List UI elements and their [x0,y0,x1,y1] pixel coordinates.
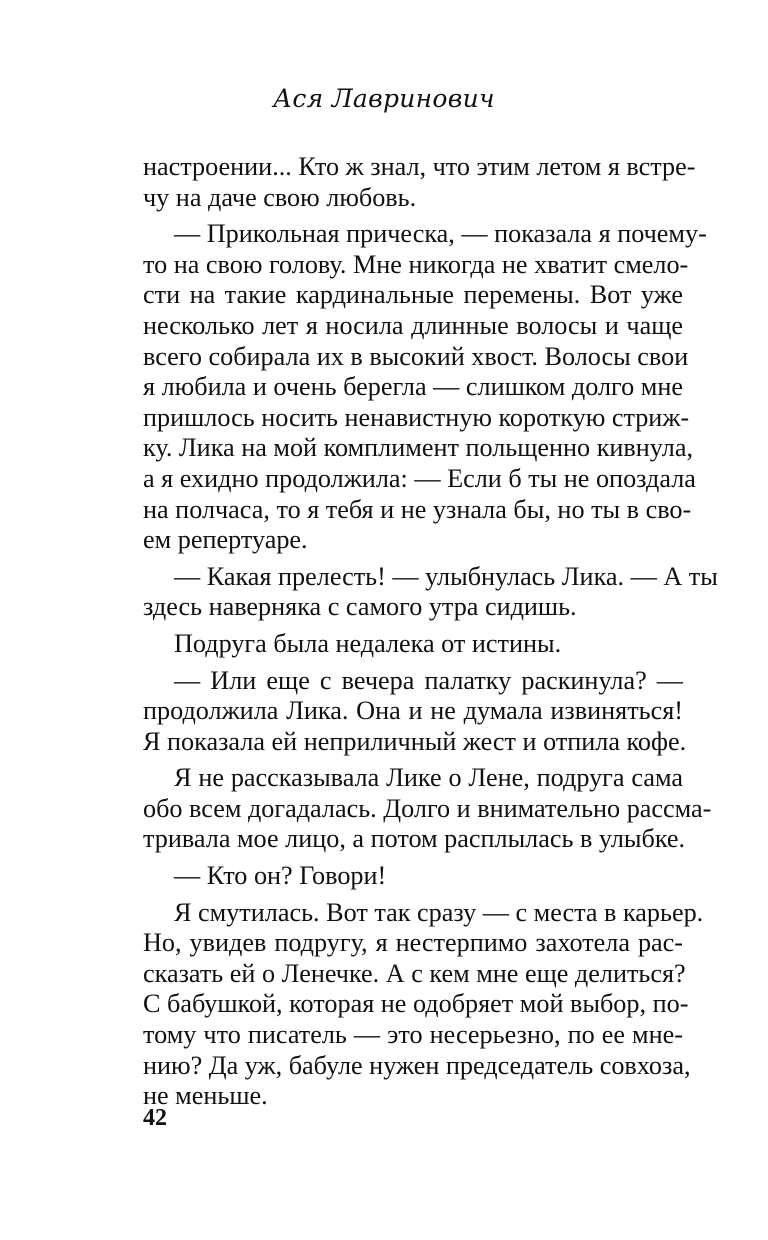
text-line: ем репертуаре. [143,525,308,555]
text-line: настроении... Кто ж знал, что этим летом я встре- [143,152,696,181]
text-line: — Прикольная прическа, — показала я почему- [174,219,707,249]
text-line: пришлось носить ненавистную короткую стриж- [143,402,690,432]
text-line: то на свою голову. Мне никогда не хватит смело- [143,249,689,279]
text-line: Но, увидев подругу, я нестерпимо захотела рас- [143,928,683,958]
text-line: — Кто он? Говори! [174,861,387,891]
running-head-author: Ася Лавринович [273,84,495,113]
text-line: тривала мое лицо, а потом расплылась в улыбке. [143,824,686,854]
text-line: С бабушкой, которая не одобряет мой выбор, по- [143,989,689,1019]
text-line: несколько лет я носила длинные волосы и чаще [143,310,683,340]
text-line: Я не рассказывала Лике о Лене, подруга сама [174,763,683,793]
text-line: чу на даче свою любовь. [143,182,417,212]
text-line: обо всем догадалась. Долго и внимательно рассма- [143,793,712,823]
text-line: а я ехидно продолжила: — Если б ты не опоздала [143,463,696,493]
body-text [143,152,718,1112]
paragraph [143,152,696,213]
text-line: — Или еще с вечера палатку раскинула? — [174,665,683,695]
paragraph [143,861,683,892]
text-line: нию? Да уж, бабуле нужен председатель совхоза, [143,1050,691,1080]
paragraph [143,629,683,660]
text-line: — Какая прелесть! — улыбнулась Лика. — А ты [174,561,718,591]
text-line: Я смутилась. Вот так сразу — с места в карьер. [174,897,704,927]
text-line: Подруга была недалека от истины. [174,628,562,658]
text-line: сти на такие кардинальные перемены. Вот уже [143,280,683,310]
paragraph [143,219,707,556]
paragraph [143,561,718,623]
text-line: ку. Лика на мой комплимент польщенно кивнула, [143,433,693,463]
text-line: тому что писатель — это несерьезно, по ее мне- [143,1020,683,1050]
paragraph [143,665,687,758]
text-line: не меньше. [143,1081,268,1111]
text-line: здесь наверняка с самого утра сидишь. [143,592,577,622]
paragraph [143,897,704,1112]
text-line: сказать ей о Ленечке. А с кем мне еще делиться? [143,958,686,988]
paragraph [143,763,712,855]
text-line: Я показала ей неприличный жест и отпила кофе. [143,726,687,756]
text-line: всего собирала их в высокий хвост. Волосы свои [143,341,689,371]
text-line: продолжила Лика. Она и не думала извиняться! [143,696,683,726]
page-number: 42 [143,1105,167,1131]
text-line: я любила и очень берегла — слишком долго мне [143,372,683,402]
text-line: на полчаса, то я тебя и не узнала бы, но ты в сво- [143,494,692,524]
